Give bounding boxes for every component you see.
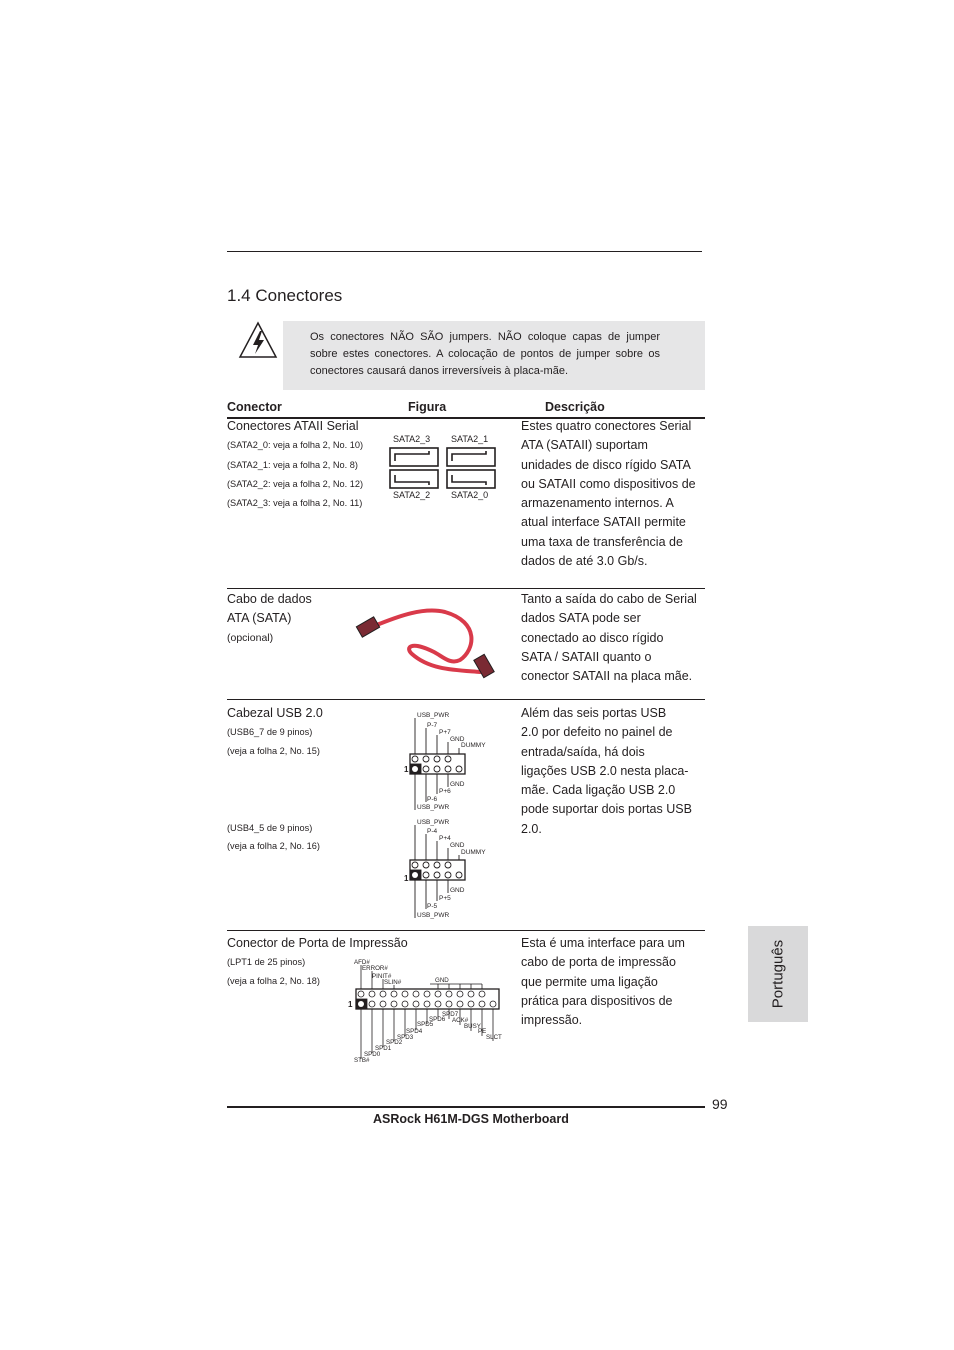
sata-desc-line: atual interface SATAII permite [521, 515, 686, 530]
usb-note-3: (USB4_5 de 9 pinos) [227, 823, 313, 833]
sata-desc-line: ATA (SATAII) suportam [521, 438, 648, 453]
svg-text:SPD0: SPD0 [364, 1051, 381, 1058]
lpt-name: Conector de Porta de Impressão [227, 936, 408, 950]
lpt-description [521, 934, 706, 1030]
svg-text:USB_PWR: USB_PWR [417, 912, 450, 919]
svg-text:1: 1 [404, 874, 409, 883]
language-tab-label: Português [769, 939, 787, 1009]
svg-text:P+5: P+5 [439, 895, 451, 902]
lpt-desc-line: prática para dispositivos de [521, 993, 673, 1008]
cable-desc-line: SATA / SATAII quanto o [521, 649, 652, 664]
svg-text:P-5: P-5 [427, 903, 438, 910]
usb-desc-line: pode suportar dois portas USB [521, 802, 692, 817]
header-description: Descrição [545, 400, 605, 414]
svg-text:SLIN#: SLIN# [384, 979, 402, 986]
row-divider [227, 930, 705, 931]
top-rule [227, 251, 702, 252]
warning-text: Os conectores NÃO SÃO jumpers. NÃO coloque capas de jumper sobre estes conectores. A colocação de pontos de jumper sobre os conectores causará danos irreversíveis à placa-mãe. [310, 331, 660, 377]
svg-text:1: 1 [348, 1000, 353, 1009]
svg-text:SLCT: SLCT [486, 1034, 502, 1041]
svg-text:SPD1: SPD1 [375, 1045, 392, 1052]
cable-desc-line: Tanto a saída do cabo de Serial [521, 592, 697, 606]
usb-desc-line: entrada/saída, há dois [521, 744, 645, 759]
svg-text:STB#: STB# [354, 1057, 370, 1064]
svg-text:P+6: P+6 [439, 788, 451, 795]
usb-desc-line: mãe. Cada ligação USB 2.0 [521, 783, 676, 798]
lpt-desc-line: impressão. [521, 1013, 583, 1028]
sata-description [521, 417, 706, 571]
footer-title: ASRock H61M-DGS Motherboard [373, 1112, 569, 1126]
sata-label-tl: SATA2_3 [393, 434, 431, 444]
svg-text:USB_PWR: USB_PWR [417, 819, 450, 826]
header-connector: Conector [227, 400, 282, 414]
usb-note-2: (veja a folha 2, No. 15) [227, 746, 320, 756]
lpt-note-1: (LPT1 de 25 pinos) [227, 957, 306, 967]
sata-note-1: (SATA2_1: veja a folha 2, No. 8) [227, 460, 358, 470]
svg-text:ERROR#: ERROR# [362, 965, 388, 972]
sata-note-2: (SATA2_2: veja a folha 2, No. 12) [227, 479, 364, 489]
sata-desc-line: ou SATAII como dispositivos de [521, 476, 696, 491]
lpt-desc-line: Esta é uma interface para um [521, 936, 685, 950]
svg-text:SPD4: SPD4 [406, 1028, 423, 1035]
row-divider [227, 699, 705, 700]
page-number: 99 [712, 1096, 728, 1112]
svg-text:GND: GND [450, 842, 465, 849]
sata-desc-line: dados de até 3.0 Gb/s. [521, 554, 648, 569]
cable-desc-line: conectado ao disco rígido [521, 630, 664, 645]
svg-text:SPD3: SPD3 [397, 1034, 414, 1041]
section-title: 1.4 Conectores [227, 286, 343, 305]
cable-note: (opcional) [227, 632, 274, 644]
sata-port-icon [390, 448, 495, 488]
footer-rule [227, 1106, 705, 1108]
usb-header-1-diagram [402, 708, 492, 814]
sata-label-bl: SATA2_2 [393, 490, 431, 500]
sata-desc-line: uma taxa de transferência de [521, 534, 683, 549]
usb-description [521, 704, 706, 839]
svg-text:SPD2: SPD2 [386, 1039, 403, 1046]
svg-text:1: 1 [404, 765, 409, 774]
sata-label-tr: SATA2_1 [451, 434, 489, 444]
svg-text:GND: GND [450, 781, 465, 788]
svg-text:SPD7: SPD7 [442, 1011, 459, 1018]
usb-desc-line: Além das seis portas USB [521, 706, 667, 720]
svg-text:USB_PWR: USB_PWR [417, 712, 450, 719]
warning-icon [238, 321, 278, 359]
sata-label-br: SATA2_0 [451, 490, 489, 500]
lpt-desc-line: cabo de porta de impressão [521, 955, 676, 970]
row-divider [227, 588, 705, 589]
svg-text:PINIT#: PINIT# [372, 973, 392, 980]
usb-note-1: (USB6_7 de 9 pinos) [227, 727, 313, 737]
sata-desc-line: armazenamento internos. A [521, 496, 674, 511]
svg-text:USB_PWR: USB_PWR [417, 804, 450, 811]
sata-desc-line: Estes quatro conectores Serial [521, 419, 692, 433]
sata-figure [385, 430, 500, 505]
svg-text:GND: GND [435, 977, 449, 984]
usb-note-4: (veja a folha 2, No. 16) [227, 841, 320, 851]
sata-desc-line: unidades de disco rígido SATA [521, 457, 691, 472]
header-figure: Figura [408, 400, 447, 414]
svg-text:P+4: P+4 [439, 835, 451, 842]
lpt-header-diagram [345, 955, 510, 1067]
lpt-note-2: (veja a folha 2, No. 18) [227, 976, 320, 986]
sata-name: Conectores ATAII Serial [227, 419, 359, 433]
svg-text:PE: PE [478, 1028, 487, 1035]
svg-text:DUMMY: DUMMY [461, 849, 486, 856]
cable-name: Cabo de dados ATA (SATA) [227, 592, 312, 626]
svg-text:AFD#: AFD# [354, 959, 370, 966]
svg-text:P-4: P-4 [427, 828, 438, 835]
svg-text:P+7: P+7 [439, 729, 451, 736]
svg-text:P-6: P-6 [427, 796, 438, 803]
svg-text:DUMMY: DUMMY [461, 742, 486, 749]
svg-text:SPD6: SPD6 [429, 1016, 446, 1023]
sata-note-3: (SATA2_3: veja a folha 2, No. 11) [227, 498, 363, 508]
usb-header-2-diagram [402, 815, 492, 921]
sata-note-0: (SATA2_0: veja a folha 2, No. 10) [227, 440, 364, 450]
usb-desc-line: ligações USB 2.0 nesta placa- [521, 763, 689, 778]
svg-text:GND: GND [450, 887, 465, 894]
cable-description [521, 590, 706, 686]
svg-text:ACK#: ACK# [452, 1017, 469, 1024]
cable-desc-line: dados SATA pode ser [521, 611, 641, 626]
usb-desc-line: 2.0 por defeito no painel de [521, 725, 673, 740]
svg-text:BUSY: BUSY [464, 1023, 481, 1030]
usb-desc-line: 2.0. [521, 821, 542, 836]
cable-desc-line: conector SATAII na placa mãe. [521, 669, 693, 684]
svg-text:GND: GND [450, 736, 465, 743]
svg-text:P-7: P-7 [427, 722, 438, 729]
sata-cable-image [350, 600, 500, 685]
usb-name: Cabezal USB 2.0 [227, 706, 323, 720]
lpt-desc-line: que permite uma ligação [521, 974, 658, 989]
svg-text:SPD5: SPD5 [417, 1021, 434, 1028]
